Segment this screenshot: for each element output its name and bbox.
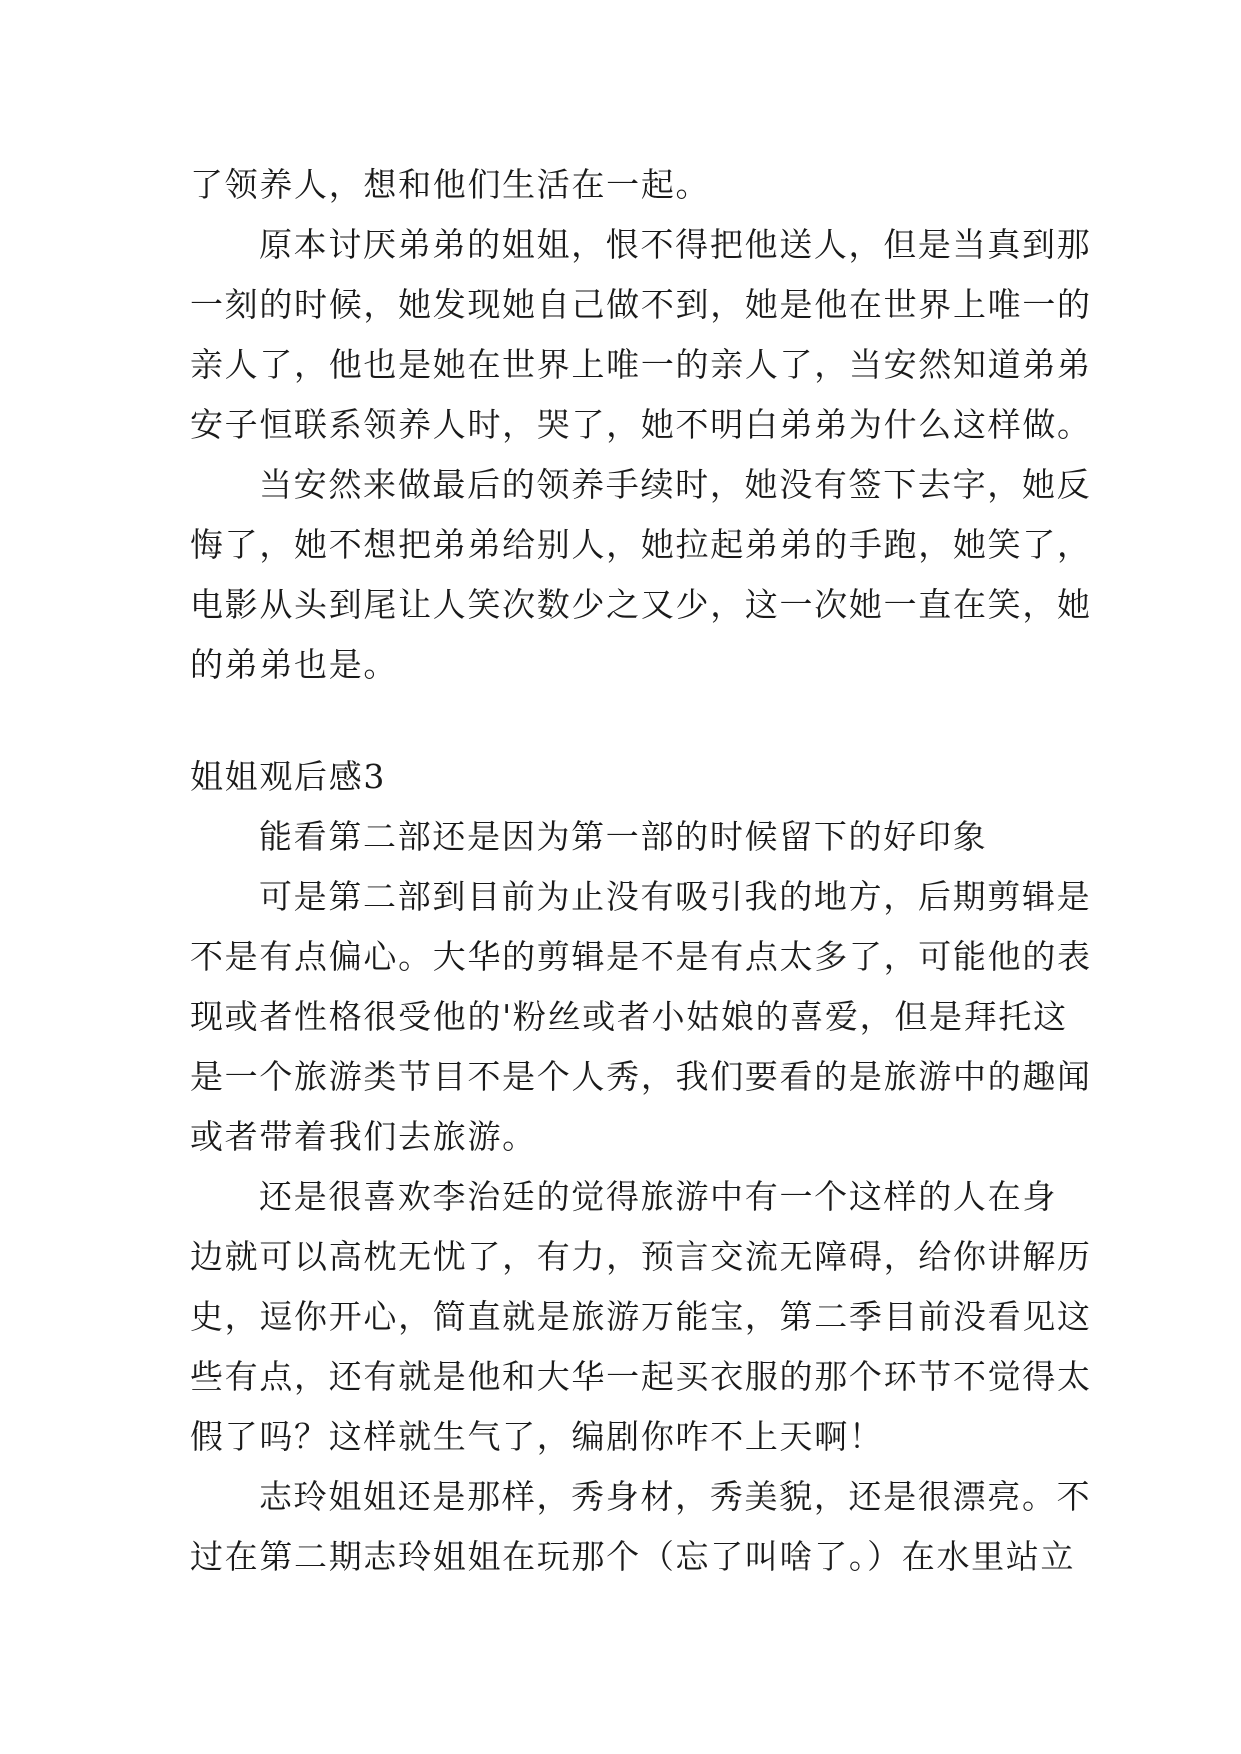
text-line: 过在第二期志玲姐姐在玩那个（忘了叫啥了。）在水里站立: [190, 1537, 1076, 1576]
text-line: 悔了，她不想把弟弟给别人，她拉起弟弟的手跑，她笑了，: [190, 525, 1092, 564]
section-heading: 姐姐观后感3: [190, 757, 387, 796]
document-body: [190, 155, 1092, 1587]
text-line: 安子恒联系领养人时，哭了，她不明白弟弟为什么这样做。: [190, 405, 1092, 444]
text-line: 能看第二部还是因为第一部的时候留下的好印象: [259, 817, 988, 856]
text-line: 一刻的时候，她发现她自己做不到，她是他在世界上唯一的: [190, 285, 1092, 324]
text-line: 些有点，还有就是他和大华一起买衣服的那个环节不觉得太: [190, 1357, 1092, 1396]
paragraph: [190, 155, 1057, 215]
text-line: 或者带着我们去旅游。: [190, 1117, 537, 1156]
text-line: 了领养人，想和他们生活在一起。: [190, 165, 711, 204]
text-line: 电影从头到尾让人笑次数少之又少，这一次她一直在笑，她: [190, 585, 1092, 624]
paragraph: [190, 455, 1092, 695]
text-line: 边就可以高枕无忧了，有力，预言交流无障碍，给你讲解历: [190, 1237, 1092, 1276]
text-line: 原本讨厌弟弟的姐姐，恨不得把他送人，但是当真到那: [259, 225, 1092, 264]
text-line: 史，逗你开心，简直就是旅游万能宝，第二季目前没看见这: [190, 1297, 1092, 1336]
text-line: 现或者性格很受他的'粉丝或者小姑娘的喜爱，但是拜托这: [190, 997, 1068, 1036]
text-line: 还是很喜欢李治廷的觉得旅游中有一个这样的人在身: [259, 1177, 1057, 1216]
text-line: 的弟弟也是。: [190, 645, 399, 684]
text-line: 当安然来做最后的领养手续时，她没有签下去字，她反: [259, 465, 1092, 504]
paragraph: [190, 1167, 1092, 1467]
paragraph: [190, 1467, 1092, 1587]
text-line: 是一个旅游类节目不是个人秀，我们要看的是旅游中的趣闻: [190, 1057, 1092, 1096]
text-line: 亲人了，他也是她在世界上唯一的亲人了，当安然知道弟弟: [190, 345, 1092, 384]
section: [190, 747, 1092, 1587]
blank-line: [190, 695, 1057, 747]
paragraph: [190, 807, 1057, 867]
text-line: 可是第二部到目前为止没有吸引我的地方，后期剪辑是: [259, 877, 1092, 916]
paragraph: [190, 215, 1092, 455]
text-line: 志玲姐姐还是那样，秀身材，秀美貌，还是很漂亮。不: [259, 1477, 1092, 1516]
paragraph: [190, 867, 1092, 1167]
text-line: 假了吗？这样就生气了，编剧你咋不上天啊！: [190, 1417, 884, 1456]
text-line: 不是有点偏心。大华的剪辑是不是有点太多了，可能他的表: [190, 937, 1092, 976]
